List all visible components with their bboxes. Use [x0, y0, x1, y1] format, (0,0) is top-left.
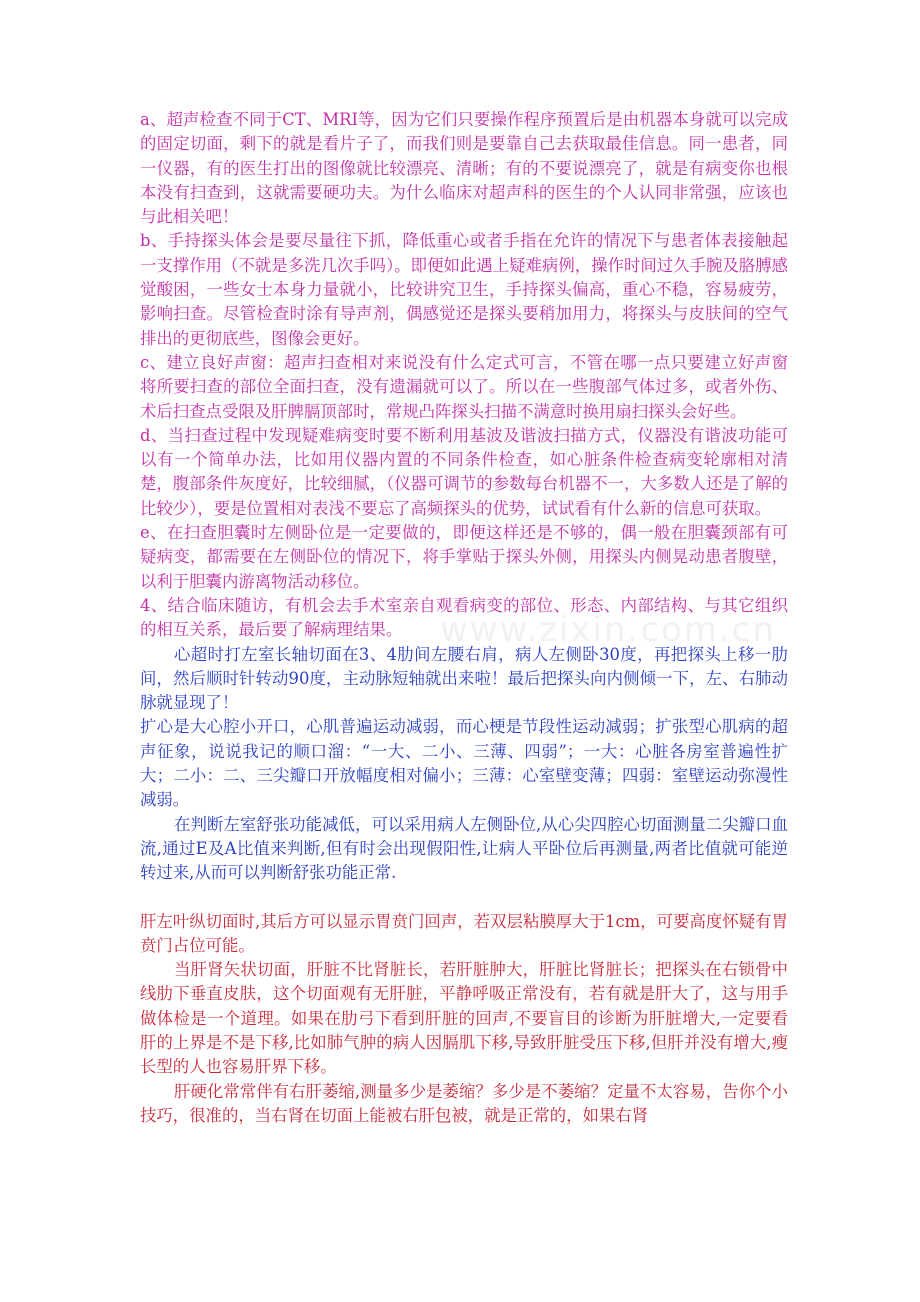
blank-line [140, 886, 788, 910]
paragraph-c: c、建立良好声窗：超声扫查相对来说没有什么定式可言，不管在哪一点只要建立好声窗将所要扫查的部位全面扫查，没有遗漏就可以了。所以在一些腹部气体过多，或者外伤、术后扫查点受限及肝脾膈顶部时，常规凸阵探头扫描不满意时换用扇扫探头会好些。 [140, 352, 788, 421]
paragraph-a: a、超声检查不同于CT、MRI等，因为它们只要操作程序预置后是由机器本身就可以完成的固定切面，剩下的就是看片子了，而我们则是要靠自己去获取最佳信息。同一患者，同一仪器，有的医生打出的图像就比较漂亮、清晰；有的不要说漂亮了，就是有病变你也根本没有扫查到，这就需要硬功夫。为什么临床对超声科的医生的个人认同非常强，应该也与此相关吧！ [140, 110, 788, 227]
paragraph-cardiac-long-axis: 心超时打左室长轴切面在3、4肋间左腰右肩，病人左侧卧30度，再把探头上移一肋间，然后顺时针转动90度，主动脉短轴就出来啦！最后把探头向内侧倾一下，左、右肺动脉就显现了！ [140, 644, 788, 713]
paragraph-b: b、手持探头体会是要尽量往下抓，降低重心或者手指在允许的情况下与患者体表接触起一支撑作用（不就是多洗几次手吗）。即便如此遇上疑难病例，操作时间过久手腕及胳膊感觉酸困，一些女士本身力量就小，比较讲究卫生，手持探头偏高，重心不稳，容易疲劳，影响扫查。尽管检查时涂有导声剂，偶感觉还是探头要稍加用力，将探头与皮肤间的空气排出的更彻底些，图像会更好。 [140, 231, 788, 348]
paragraph-d: d、当扫查过程中发现疑难病变时要不断利用基波及谐波扫描方式，仪器没有谐波功能可以有一个简单办法，比如用仪器内置的不同条件检查，如心脏条件检查病变轮廓相对清楚，腹部条件灰度好，比较细腻，（仪器可调节的参数每台机器不一，大多数人还是了解的比较少），要是位置相对表浅不要忘了高频探头的优势，试试看有什么新的信息可获取。 [140, 425, 788, 518]
paragraph-4: 4、结合临床随访，有机会去手术室亲自观看病变的部位、形态、内部结构、与其它组织的相互关系，最后要了解病理结果。 [140, 595, 788, 640]
paragraph-diastolic-function: 在判断左室舒张功能减低，可以采用病人左侧卧位,从心尖四腔心切面测量二尖瓣口血流,通过E及A比值来判断,但有时会出现假阳性,让病人平卧位后再测量,两者比值就可能逆转过来,从而可以判断舒张功能正常. [140, 814, 788, 883]
paragraph-e: e、在扫查胆囊时左侧卧位是一定要做的，即便这样还是不够的，偶一般在胆囊颈部有可疑病变，都需要在左侧卧位的情况下，将手掌贴于探头外侧，用探头内侧晃动患者腹壁，以利于胆囊内游离物活动移位。 [140, 523, 788, 591]
watermark: www.zixin.com.cn [440, 610, 776, 650]
paragraph-liver-kidney: 当肝肾矢状切面，肝脏不比肾脏长，若肝脏肿大，肝脏比肾脏长；把探头在右锁骨中线肋下垂直皮肤，这个切面观有无肝脏，平静呼吸正常没有，若有就是肝大了，这与用手做体检是一个道理。如果在肋弓下看到肝脏的回声,不要盲目的诊断为肝脏增大,一定要看肝的上界是不是下移,比如肺气肿的病人因膈肌下移,导致肝脏受压下移,但肝并没有增大,瘦长型的人也容易肝界下移。 [140, 960, 788, 1077]
document-body [140, 108, 788, 1128]
paragraph-cirrhosis: 肝硬化常常伴有右肝萎缩,测量多少是萎缩？多少是不萎缩？定量不太容易，告你个小技巧，很准的，当右肾在切面上能被右肝包被，就是正常的，如果右肾 [140, 1081, 788, 1125]
paragraph-left-liver-lobe: 肝左叶纵切面时,其后方可以显示胃贲门回声，若双层粘膜厚大于1cm，可要高度怀疑有胃贲门占位可能。 [140, 911, 788, 955]
paragraph-dilated-cardiomyopathy: 扩心是大心腔小开口，心肌普遍运动减弱，而心梗是节段性运动减弱；扩张型心肌病的超声征象，说说我记的顺口溜：“一大、二小、三薄、四弱”；一大：心脏各房室普遍性扩大；二小：二、三尖瓣口开放幅度相对偏小；三薄：心室壁变薄；四弱：室壁运动弥漫性减弱。 [140, 717, 788, 810]
